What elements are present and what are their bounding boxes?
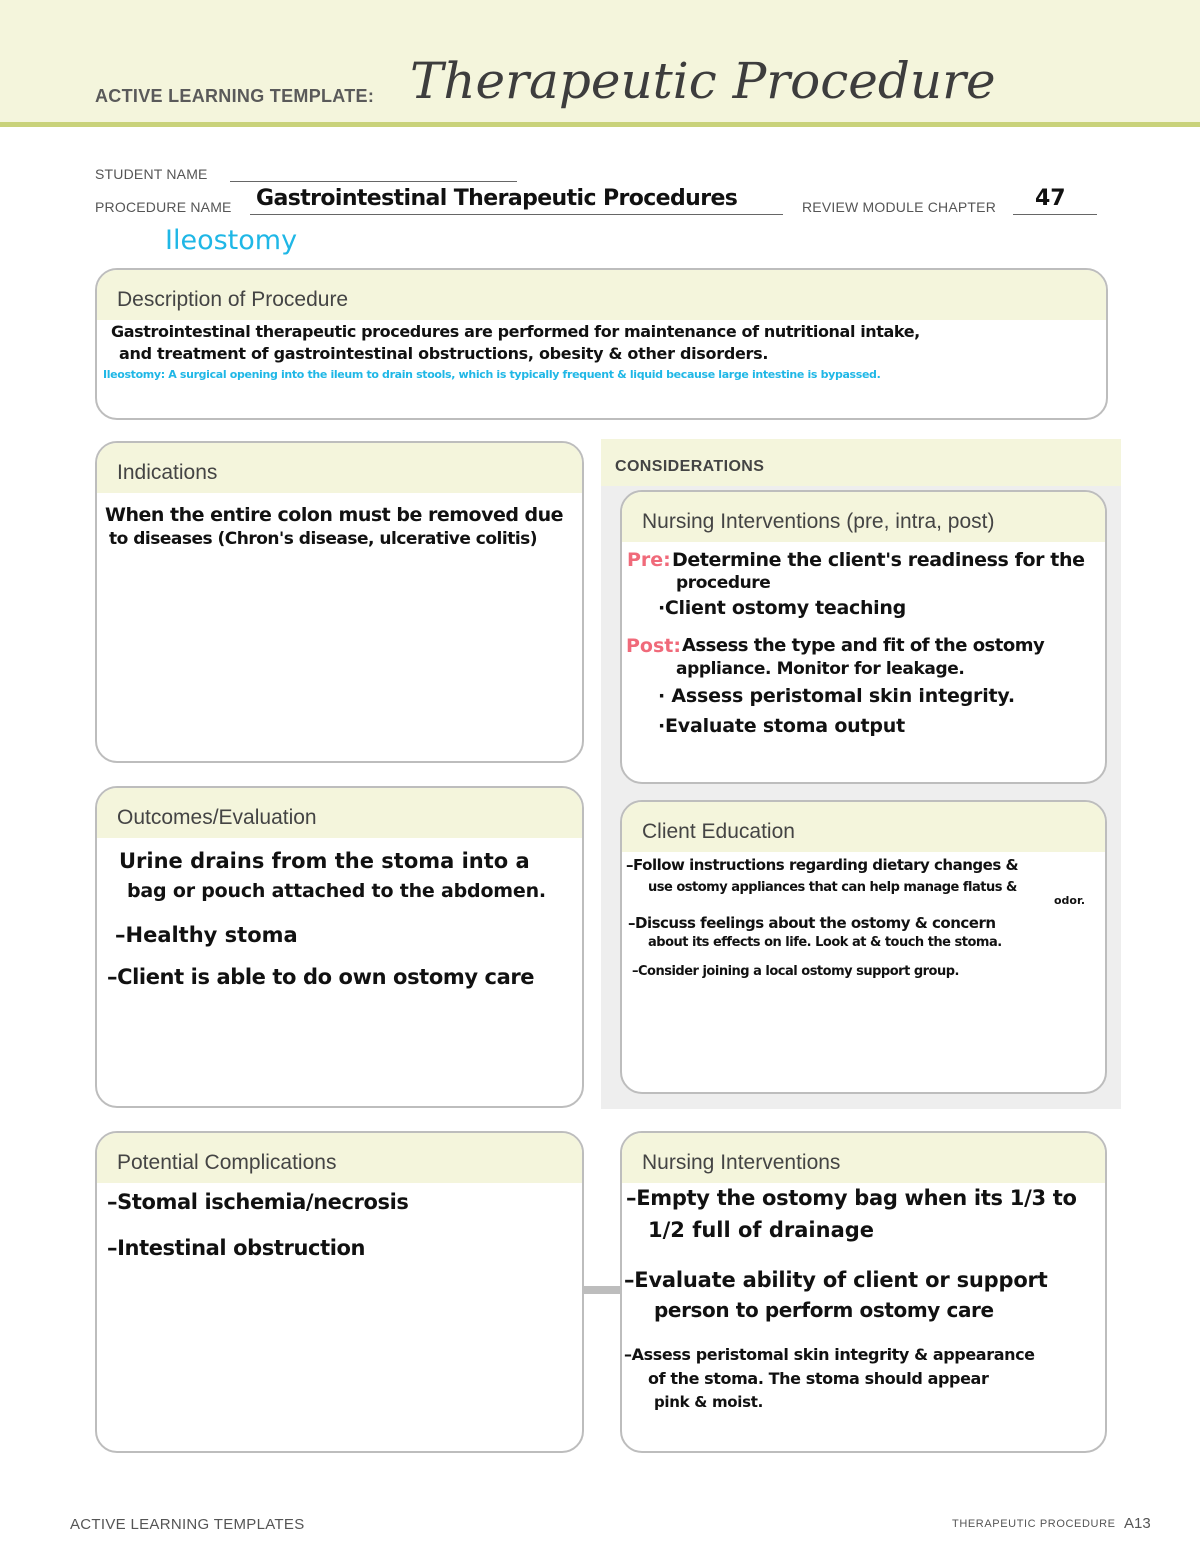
student-name-label: STUDENT NAME <box>95 166 208 182</box>
description-box <box>95 268 1108 420</box>
nursing-interventions-line: of the stoma. The stoma should appear <box>648 1369 989 1388</box>
client-education-line: –Follow instructions regarding dietary changes & <box>626 856 1019 874</box>
complications-box <box>95 1131 584 1453</box>
procedure-subname: Ileostomy <box>165 225 298 256</box>
header-rule <box>0 122 1200 127</box>
procedure-name-field[interactable] <box>250 214 783 215</box>
procedure-name-label: PROCEDURE NAME <box>95 199 232 215</box>
page-title: Therapeutic Procedure <box>410 52 996 110</box>
outcomes-line: Urine drains from the stoma into a <box>119 849 530 873</box>
complications-line: –Intestinal obstruction <box>107 1236 366 1260</box>
post-line: Assess the type and fit of the ostomy <box>682 635 1045 656</box>
footer-left-label: ACTIVE LEARNING TEMPLATES <box>70 1516 305 1533</box>
indications-title: Indications <box>117 461 218 484</box>
nursing-interventions-line: –Evaluate ability of client or support <box>624 1268 1048 1292</box>
post-line: ·Evaluate stoma output <box>658 715 905 737</box>
client-education-title: Client Education <box>642 820 795 843</box>
description-line: and treatment of gastrointestinal obstructions, obesity & other disorders. <box>119 344 769 363</box>
box-connector <box>584 1286 620 1294</box>
post-label: Post: <box>626 635 681 657</box>
pre-line: ·Client ostomy teaching <box>658 597 906 619</box>
outcomes-line: –Healthy stoma <box>115 923 298 947</box>
description-line: Gastrointestinal therapeutic procedures are performed for maintenance of nutritional intake, <box>111 322 920 341</box>
client-education-box <box>620 800 1107 1094</box>
nursing-interventions-line: –Empty the ostomy bag when its 1/3 to <box>626 1186 1077 1210</box>
client-education-line: –Consider joining a local ostomy support group. <box>632 964 959 979</box>
review-module-value: 47 <box>1035 186 1066 211</box>
pre-line: Determine the client's readiness for the <box>672 549 1085 571</box>
nursing-interventions-title: Nursing Interventions <box>642 1151 841 1174</box>
outcomes-title: Outcomes/Evaluation <box>117 806 317 829</box>
nursing-interventions-line: person to perform ostomy care <box>654 1298 994 1322</box>
post-line: · Assess peristomal skin integrity. <box>658 685 1015 707</box>
considerations-title: CONSIDERATIONS <box>615 458 765 475</box>
client-education-line: odor. <box>1054 894 1086 907</box>
indications-box <box>95 441 584 763</box>
template-label: ACTIVE LEARNING TEMPLATE: <box>95 86 375 106</box>
client-education-line: about its effects on life. Look at & touch the stoma. <box>648 935 1002 950</box>
description-title: Description of Procedure <box>117 288 349 311</box>
student-name-field[interactable] <box>230 181 517 182</box>
post-line: appliance. Monitor for leakage. <box>676 659 965 679</box>
indications-line: When the entire colon must be removed due <box>105 504 564 526</box>
nursing-interventions-box <box>620 1131 1107 1453</box>
page-number: A13 <box>1124 1515 1151 1532</box>
description-ileostomy-line: Ileostomy: A surgical opening into the ileum to drain stools, which is typically frequent & liquid because large intestine is bypassed. <box>103 368 881 381</box>
footer-right-label: THERAPEUTIC PROCEDURE <box>952 1518 1116 1530</box>
nursing-interventions-line: –Assess peristomal skin integrity & appearance <box>624 1345 1035 1364</box>
client-education-line: use ostomy appliances that can help manage flatus & <box>648 880 1017 895</box>
complications-line: –Stomal ischemia/necrosis <box>107 1190 409 1214</box>
complications-title: Potential Complications <box>117 1151 337 1174</box>
nursing-interventions-line: pink & moist. <box>654 1393 764 1411</box>
procedure-name-value: Gastrointestinal Therapeutic Procedures <box>256 186 738 211</box>
nursing-interventions-pre-post-box <box>620 490 1107 784</box>
outcomes-line: –Client is able to do own ostomy care <box>107 965 535 989</box>
pre-line: procedure <box>676 573 771 593</box>
outcomes-box <box>95 786 584 1108</box>
review-module-label: REVIEW MODULE CHAPTER <box>802 199 996 215</box>
client-education-line: –Discuss feelings about the ostomy & concern <box>628 914 996 932</box>
outcomes-line: bag or pouch attached to the abdomen. <box>127 880 546 902</box>
review-module-field[interactable] <box>1013 214 1097 215</box>
pre-label: Pre: <box>627 549 671 571</box>
nursing-interventions-line: 1/2 full of drainage <box>648 1218 875 1242</box>
nursing-pre-post-title: Nursing Interventions (pre, intra, post) <box>642 510 995 533</box>
indications-line: to diseases (Chron's disease, ulcerative colitis) <box>109 529 538 549</box>
